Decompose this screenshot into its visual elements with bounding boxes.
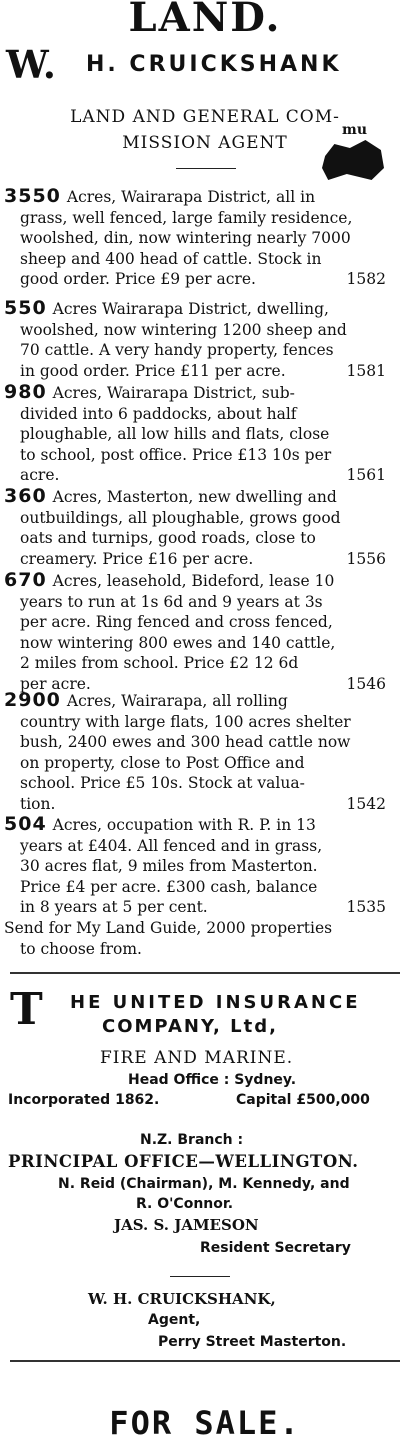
listing-line: [4, 612, 390, 633]
listing-line: [4, 528, 390, 549]
listing-line: [4, 633, 390, 654]
listing-line: [4, 404, 390, 425]
listing-text: on property, close to Post Office and: [20, 753, 305, 772]
land-heading: LAND.: [128, 0, 282, 41]
capital: Capital £500,000: [236, 1092, 370, 1108]
secretary-title: Resident Secretary: [200, 1240, 351, 1256]
principal-office: PRINCIPAL OFFICE—WELLINGTON.: [8, 1152, 359, 1171]
incorporated: Incorporated 1862.: [8, 1092, 160, 1108]
listing-ref: 1542: [346, 794, 386, 813]
listing-line: [4, 249, 390, 270]
listing-line: [4, 592, 390, 613]
listing-text: Acres, Wairarapa District, sub-: [52, 384, 295, 402]
insurance-header: [10, 984, 410, 1050]
agent-name: H. CRUICKSHANK: [86, 52, 342, 77]
listing-text: Acres, occupation with R. P. in 13: [52, 816, 316, 834]
directors-line-2: R. O'Connor.: [136, 1196, 234, 1212]
listing-acres: 980: [4, 381, 47, 403]
insurance-name-line2: COMPANY, Ltd,: [102, 1016, 278, 1037]
listing-text: Acres, Masterton, new dwelling and: [52, 488, 337, 506]
listing-line: [4, 424, 390, 445]
listing-acres: 360: [4, 485, 47, 507]
agent-header: [6, 42, 406, 87]
listing-line: [4, 753, 390, 774]
listing-line: [4, 228, 390, 249]
listing-text: outbuildings, all ploughable, grows good: [20, 508, 341, 527]
listing-line: [4, 549, 390, 570]
listing-line: [4, 465, 390, 486]
listing-acres: 2900: [4, 689, 61, 711]
for-sale-heading: FOR SALE.: [109, 1404, 301, 1442]
listing-text: years at £404. All fenced and in grass,: [20, 836, 323, 855]
listing-text: Acres, leasehold, Bideford, lease 10: [52, 572, 335, 590]
section-divider-1: [10, 972, 400, 974]
listing-line: [4, 570, 390, 592]
listing-text: Acres Wairarapa District, dwelling,: [52, 300, 329, 318]
listing-text: woolshed, now wintering 1200 sheep and: [20, 320, 347, 339]
listing-line: [4, 382, 390, 404]
listing: [4, 186, 390, 290]
listing-text: per acre. Ring fenced and cross fenced,: [20, 613, 333, 631]
listing-line: [4, 298, 390, 320]
listing-text: Acres, Wairarapa District, all in: [66, 188, 316, 206]
listing-ref: 1546: [346, 674, 386, 693]
directors-line-1: N. Reid (Chairman), M. Kennedy, and: [58, 1176, 350, 1192]
insurance-initial: T: [10, 984, 43, 1035]
listing-acres: 3550: [4, 185, 61, 207]
land-guide: [4, 918, 390, 959]
listing: [4, 298, 390, 381]
listing-line: [4, 877, 390, 898]
listing-line: [4, 340, 390, 361]
listing-text: to school, post office. Price £13 10s per: [20, 445, 332, 464]
listing-line: [4, 856, 390, 877]
agent-initial: W.: [6, 42, 56, 87]
listing-line: [4, 836, 390, 857]
stamp-text: mu: [342, 122, 367, 138]
listing-text: years to run at 1s 6d and 9 years at 3s: [20, 592, 323, 611]
listing-line: [4, 712, 390, 733]
listing-line: [4, 486, 390, 508]
listing-text: in 8 years at 5 per cent.: [20, 898, 208, 916]
insurance-name-line1: HE UNITED INSURANCE: [70, 992, 361, 1013]
head-office: Head Office : Sydney.: [128, 1072, 297, 1088]
listing-text: good order. Price £9 per acre.: [20, 270, 256, 288]
listing-text: bush, 2400 ewes and 300 head cattle now: [20, 733, 351, 751]
listing-text: sheep and 400 head of cattle. Stock in: [20, 249, 322, 268]
listing-line: [4, 186, 390, 208]
listing: [4, 690, 390, 814]
guide-line-2: to choose from.: [20, 939, 142, 958]
listing-text: Price £4 per acre. £300 cash, balance: [20, 877, 318, 896]
listing-line: [4, 773, 390, 794]
role-line-2: MISSION AGENT: [122, 133, 288, 153]
listing: [4, 570, 390, 694]
listing-acres: 504: [4, 813, 47, 835]
listing-line: [4, 508, 390, 529]
listing-ref: 1535: [346, 898, 386, 916]
listing: [4, 486, 390, 569]
listing-ref: 1582: [346, 270, 386, 288]
listing-line: [4, 320, 390, 341]
listing-text: in good order. Price £11 per acre.: [20, 361, 286, 380]
section-divider-2: [10, 1360, 400, 1362]
listing-line: [4, 897, 390, 918]
listing-line: [4, 269, 390, 290]
listing-text: country with large flats, 100 acres shelter: [20, 712, 351, 731]
listing-text: 30 acres flat, 9 miles from Masterton.: [20, 857, 318, 875]
listing-line: [4, 732, 390, 753]
listing-line: [4, 445, 390, 466]
nz-branch: N.Z. Branch :: [140, 1132, 244, 1148]
listing-ref: 1561: [346, 466, 386, 484]
secretary-name: JAS. S. JAMESON: [114, 1216, 259, 1234]
listing: [4, 382, 390, 486]
listing-text: acre.: [20, 466, 60, 484]
insurance-business: FIRE AND MARINE.: [100, 1048, 294, 1068]
listing-text: school. Price £5 10s. Stock at valua-: [20, 774, 305, 792]
listing-line: [4, 208, 390, 229]
short-divider: [176, 168, 236, 169]
listing-ref: 1581: [346, 361, 386, 380]
listing-text: now wintering 800 ewes and 140 cattle,: [20, 633, 336, 652]
agent-title: Agent,: [148, 1312, 201, 1328]
listing-text: creamery. Price £16 per acre.: [20, 549, 254, 568]
listing-text: 70 cattle. A very handy property, fences: [20, 341, 334, 359]
listing-line: [4, 814, 390, 836]
listing-text: per acre.: [20, 674, 91, 693]
listing-line: [4, 690, 390, 712]
listing-text: Acres, Wairarapa, all rolling: [66, 692, 288, 710]
agent-name-footer: W. H. CRUICKSHANK,: [88, 1290, 276, 1308]
listing: [4, 814, 390, 918]
listing-acres: 550: [4, 297, 47, 319]
listing-text: grass, well fenced, large family residence,: [20, 208, 353, 227]
listing-acres: 670: [4, 569, 47, 591]
listing-text: divided into 6 paddocks, about half: [20, 404, 297, 423]
guide-line-1: Send for My Land Guide, 2000 properties: [4, 919, 333, 937]
listing-line: [4, 653, 390, 674]
listing-ref: 1556: [346, 549, 386, 568]
listing-text: oats and turnips, good roads, close to: [20, 529, 316, 547]
listing-text: tion.: [20, 794, 56, 813]
listing-line: [4, 794, 390, 815]
listing-text: ploughable, all low hills and flats, close: [20, 425, 330, 443]
agent-address: Perry Street Masterton.: [158, 1334, 347, 1350]
listing-line: [4, 361, 390, 382]
role-line-1: LAND AND GENERAL COM-: [70, 107, 340, 127]
listing-text: 2 miles from school. Price £2 12 6d: [20, 654, 299, 672]
listing-text: woolshed, din, now wintering nearly 7000: [20, 229, 351, 247]
short-divider-2: [170, 1276, 230, 1277]
